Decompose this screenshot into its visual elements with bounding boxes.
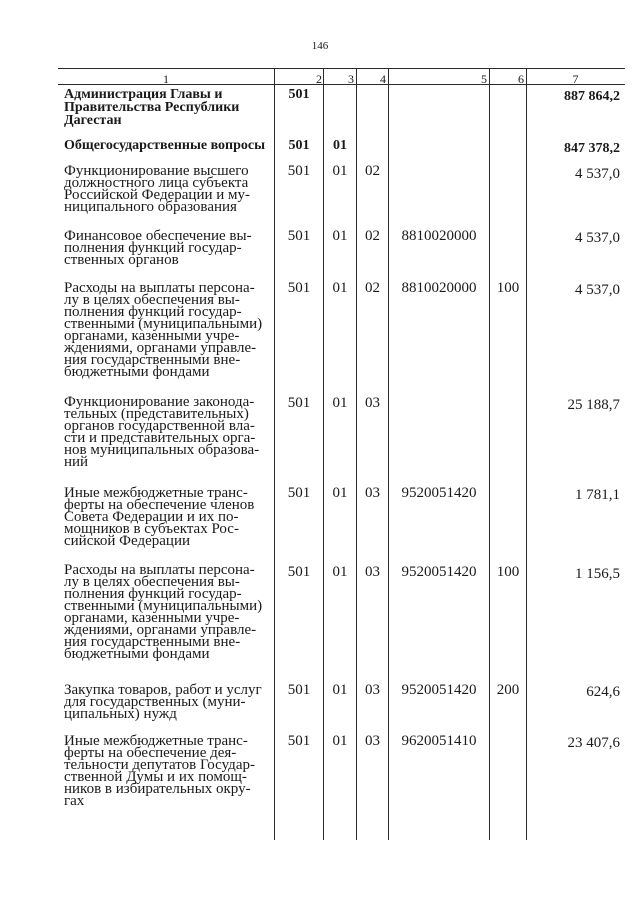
row-target-code: 9620051410 — [401, 733, 477, 749]
row-description: Финансовое обеспечение вы- полнения функций государ- ственных органов — [64, 228, 252, 268]
column-divider — [388, 68, 389, 840]
row-section-code: 01 — [332, 163, 348, 179]
row-expense-type-code: 200 — [496, 682, 520, 698]
row-admin-code: 501 — [287, 733, 311, 749]
page-number: 146 — [311, 40, 329, 52]
row-section-code: 01 — [332, 395, 348, 411]
row-description: Иные межбюджетные транс- ферты на обеспечение членов Совета Федерации и их по- мощников в субъектах Рос- сийской Федерации — [64, 485, 255, 549]
row-amount: 4 537,0 — [575, 166, 620, 182]
row-expense-type-code: 100 — [496, 564, 520, 580]
row-amount: 25 188,7 — [567, 397, 620, 413]
column-divider — [526, 68, 527, 840]
row-amount: 4 537,0 — [575, 282, 620, 298]
row-section-code: 01 — [332, 733, 348, 749]
row-amount: 4 537,0 — [575, 230, 620, 246]
row-amount: 624,6 — [586, 684, 620, 700]
row-subsection-code: 03 — [365, 395, 380, 411]
row-description: Функционирование законода- тельных (представительных) органов государственной вла- сти и представительных орга- нов муниципальных образова- ний — [64, 394, 260, 470]
column-header: 7 — [572, 72, 579, 86]
row-section-code: 01 — [332, 280, 348, 296]
row-admin-code: 501 — [287, 485, 311, 501]
row-subsection-code: 03 — [365, 682, 380, 698]
column-divider — [489, 68, 490, 840]
row-amount: 1 781,1 — [575, 487, 620, 503]
column-header: 6 — [518, 72, 524, 86]
row-admin-code: 501 — [287, 163, 311, 179]
row-target-code: 9520051420 — [401, 485, 477, 501]
row-section-code: 01 — [332, 485, 348, 501]
row-section-code: 01 — [332, 682, 348, 698]
row-admin-code: 501 — [287, 395, 311, 411]
row-amount: 887 864,2 — [564, 89, 620, 104]
column-header: 4 — [380, 72, 386, 86]
row-amount: 23 407,6 — [567, 735, 620, 751]
row-subsection-code: 03 — [365, 733, 380, 749]
row-subsection-code: 02 — [365, 163, 380, 179]
row-description: Общегосударственные вопросы — [64, 138, 266, 153]
row-description: Администрация Главы и Правительства Республики Дагестан — [64, 87, 240, 128]
row-target-code: 9520051420 — [401, 682, 477, 698]
row-description: Иные межбюджетные транс- ферты на обеспечение дея- тельности депутатов Государ- ственной Думы и их помощ- ников в избирательных окру- гах — [64, 733, 255, 809]
row-admin-code: 501 — [287, 682, 311, 698]
row-admin-code: 501 — [287, 228, 311, 244]
row-description: Расходы на выплаты персона- лу в целях обеспечения вы- полнения функций государ- ственными (муниципальными) органами, казенными учре- ждениями, органами управле- ния государственными вне- бюджетными фондами — [64, 280, 263, 380]
row-subsection-code: 03 — [365, 564, 380, 580]
column-header: 3 — [348, 72, 354, 86]
row-section-code: 01 — [333, 138, 347, 153]
row-amount: 1 156,5 — [575, 566, 620, 582]
table-top-border — [58, 68, 625, 69]
column-header: 2 — [316, 72, 322, 86]
row-admin-code: 501 — [288, 138, 310, 153]
column-divider — [356, 68, 357, 840]
row-section-code: 01 — [332, 228, 348, 244]
row-admin-code: 501 — [287, 280, 311, 296]
row-target-code: 8810020000 — [401, 280, 477, 296]
column-divider — [274, 68, 275, 840]
row-expense-type-code: 100 — [496, 280, 520, 296]
row-description: Функционирование высшего должностного лица субъекта Российской Федерации и му- ниципального образования — [64, 163, 251, 215]
row-admin-code: 501 — [288, 87, 310, 102]
row-description: Закупка товаров, работ и услуг для государственных (муни- ципальных) нужд — [64, 682, 262, 722]
row-section-code: 01 — [332, 564, 348, 580]
column-divider — [323, 68, 324, 840]
row-amount: 847 378,2 — [564, 141, 620, 156]
column-header: 1 — [163, 72, 169, 86]
row-description: Расходы на выплаты персона- лу в целях обеспечения вы- полнения функций государ- ственными (муниципальными) органами, казенными учре- ждениями, органами управле- ния государственными вне- бюджетными фондами — [64, 562, 263, 662]
row-admin-code: 501 — [287, 564, 311, 580]
row-target-code: 8810020000 — [401, 228, 477, 244]
row-subsection-code: 02 — [365, 228, 380, 244]
row-subsection-code: 02 — [365, 280, 380, 296]
row-subsection-code: 03 — [365, 485, 380, 501]
row-target-code: 9520051420 — [401, 564, 477, 580]
column-header: 5 — [481, 72, 487, 86]
